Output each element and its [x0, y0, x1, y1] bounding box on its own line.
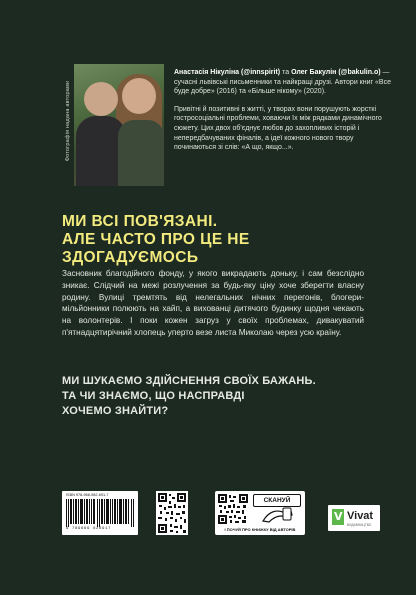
author-handle-1: (@innspirit) [241, 69, 281, 76]
barcode-digits: 9 789669 826917 [66, 527, 112, 531]
publisher-name: Vivat [347, 510, 374, 522]
author-conj: та [282, 69, 290, 76]
publisher-subtitle: ВИДАВНИЦТВО [347, 523, 372, 527]
vivat-logo-icon [332, 509, 344, 525]
author-name-1: Анастасія Нікуліна [174, 69, 240, 76]
isbn-text: ISBN 978-966-982-691-7 [66, 493, 109, 497]
phone-hand-icon [259, 507, 295, 523]
headline-secondary [62, 374, 362, 419]
vivat-logo-letter: V [334, 510, 343, 523]
synopsis-text: Засновник благодійного фонду, у якого викрадають доньку, і сам безслідно зникає. Слідчий на межі розлучення за будь-яку ціну хоче зберегти власну родину. Вулиці тремтять від нелегальних нічних перегонів, блогери-мільйонники полюють на хайп, а вихованці дитячого будинку щодня чекають на волонтерів. І поки кожен загруз у своїх проблемах, дивакуватий п'ятнадцятирічний хлопець уперто везе листа Миколаю через усю країну. [62, 269, 364, 337]
qr-code-icon[interactable] [218, 494, 248, 524]
scan-subtitle: І ПОЧУЙ ПРО КНИЖКУ ВІД АВТОРІВ [224, 527, 296, 532]
author-intro-rest: — сучасні львівські письменники та найкращі друзі. Автори книг «Все буде добре» (2016) та «Більше нікому» (2020). [174, 69, 391, 96]
author-handle-2: (@bakulin.o) [338, 69, 381, 76]
author-name-2: Олег Бакулін [291, 69, 337, 76]
headline-primary-line-2: АЛЕ ЧАСТО ПРО ЦЕ НЕ ЗДОГАДУЄМОСЬ [62, 231, 250, 266]
headline-primary-line-1: МИ ВСІ ПОВ'ЯЗАНІ. [62, 213, 218, 230]
headline-secondary-line-3: ХОЧЕМО ЗНАЙТИ? [62, 405, 169, 417]
scan-qr-block[interactable] [215, 491, 305, 535]
photo-caption: Фотографія надана авторами [65, 80, 71, 162]
headline-secondary-line-2: ТА ЧИ ЗНАЄМО, ЩО НАСПРАВДІ [62, 390, 245, 402]
author-intro [174, 68, 394, 97]
back-cover-footer [62, 491, 388, 537]
author-photo [74, 64, 164, 186]
isbn-barcode [62, 491, 138, 535]
publisher-logo [328, 505, 380, 531]
headline-primary [62, 213, 372, 267]
barcode-icon [66, 499, 134, 527]
author-bio [174, 68, 394, 161]
author-description: Привітні й позитивні в житті, у творах вони порушують жорсткі гостросоціальні проблеми, ховаючи їх між рядками динамічного сюжету. Цих двох об'єднує любов до захопливих історій і непередбачуваних фіналів, а ідеї кожного нового твору починаються зі слів: «А що, якщо...». [174, 105, 382, 152]
qr-code-icon[interactable] [156, 491, 188, 535]
headline-secondary-line-1: МИ ШУКАЄМО ЗДІЙСНЕННЯ СВОЇХ БАЖАНЬ. [62, 375, 316, 387]
author-photo-block [58, 58, 166, 188]
scan-label: СКАНУЙ [253, 494, 301, 507]
